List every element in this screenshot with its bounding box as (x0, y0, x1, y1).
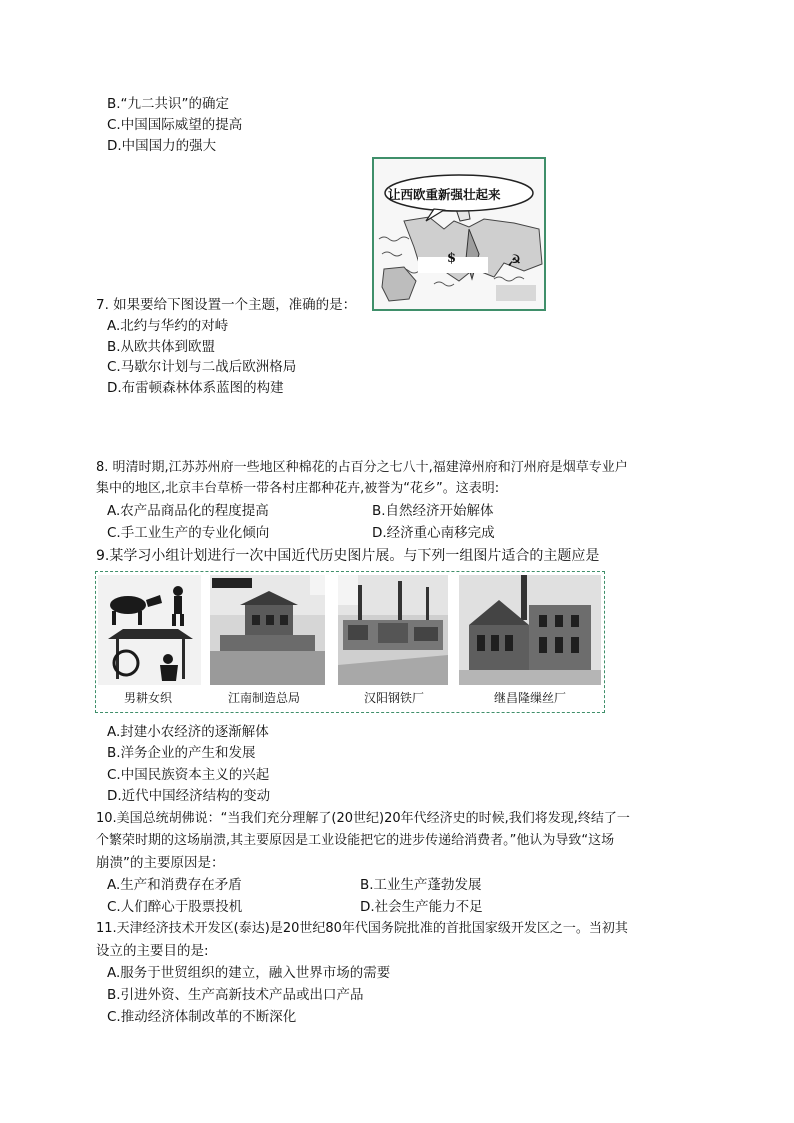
q10-option-c: C.人们醉心于股票投机 (107, 899, 243, 915)
cartoon-drawing (374, 159, 544, 309)
q9-option-c: C.中国民族资本主义的兴起 (107, 767, 270, 783)
q9-photo-strip (95, 571, 605, 713)
jiangnan-arsenal-image (210, 575, 325, 685)
q7-stem: 7. 如果要给下图设置一个主题，准确的是： (96, 297, 357, 313)
farming-weaving-image (98, 575, 201, 685)
q8-stem-line1: 8. 明清时期,江苏苏州府一些地区种棉花的占百分之七八十,福建漳州府和汀州府是烟草专业户 (96, 460, 628, 475)
cartoon-bubble-text: 让西欧重新强壮起来 (388, 187, 501, 202)
q9-option-a: A.封建小农经济的逐渐解体 (107, 724, 269, 740)
q9-stem: 9.某学习小组计划进行一次中国近代历史图片展。与下列一组图片适合的主题应是 (96, 548, 600, 564)
q6-option-c: C.中国国际威望的提高 (107, 117, 243, 133)
q7-option-c: C.马歇尔计划与二战后欧洲格局 (107, 359, 297, 375)
q10-stem-line2: 个繁荣时期的这场崩溃,其主要原因是工业设能把它的进步传递给消费者。”他认为导致“这场 (96, 833, 615, 848)
hammer-sickle-icon: ☭ (507, 251, 522, 270)
q11-stem-line1: 11.天津经济技术开发区(泰达)是20世纪80年代国务院批准的首批国家级开发区之一。当初其 (96, 921, 628, 936)
q8-option-b: B.自然经济开始解体 (372, 503, 494, 519)
q10-option-a: A.生产和消费存在矛盾 (107, 877, 242, 893)
q11-option-c: C.推动经济体制改革的不断深化 (107, 1009, 297, 1025)
caption-jichanglong-silk: 继昌隆缫丝厂 (494, 691, 567, 705)
caption-hanyang-steel: 汉阳钢铁厂 (364, 691, 425, 705)
q8-stem-line2: 集中的地区,北京丰台草桥一带各村庄都种花卉,被誉为“花乡”。这表明: (96, 481, 500, 496)
q8-option-a: A.农产品商品化的程度提高 (107, 503, 269, 519)
q7-option-d: D.布雷顿森林体系蓝图的构建 (107, 380, 284, 396)
q6-option-b: B.“九二共识”的确定 (107, 96, 230, 112)
caption-farming-weaving: 男耕女织 (124, 691, 173, 705)
jichanglong-silk-image (459, 575, 601, 685)
hanyang-steel-image (338, 575, 448, 685)
q6-option-d: D.中国国力的强大 (107, 138, 217, 154)
q11-option-b: B.引进外资、生产高新技术产品或出口产品 (107, 987, 364, 1003)
q8-option-c: C.手工业生产的专业化倾向 (107, 525, 270, 541)
q8-option-d: D.经济重心南移完成 (372, 525, 495, 541)
q10-stem-line1: 10.美国总统胡佛说：“当我们充分理解了(20世纪)20年代经济史的时候,我们将发现,终结了一 (96, 811, 630, 826)
q11-stem-line2: 设立的主要目的是: (96, 943, 209, 959)
q10-stem-line3: 崩溃”的主要原因是： (96, 855, 225, 871)
caption-jiangnan-arsenal: 江南制造总局 (228, 691, 301, 705)
dollar-sign-icon: $ (447, 251, 457, 266)
q7-option-a: A.北约与华约的对峙 (107, 318, 229, 334)
q10-option-b: B.工业生产蓬勃发展 (360, 877, 482, 893)
q9-option-b: B.洋务企业的产生和发展 (107, 745, 256, 761)
q11-option-a: A.服务于世贸组织的建立，融入世界市场的需要 (107, 965, 391, 981)
q10-option-d: D.社会生产能力不足 (360, 899, 483, 915)
q9-option-d: D.近代中国经济结构的变动 (107, 788, 271, 804)
q7-option-b: B.从欧共体到欧盟 (107, 339, 216, 355)
marshall-plan-cartoon (372, 157, 546, 311)
